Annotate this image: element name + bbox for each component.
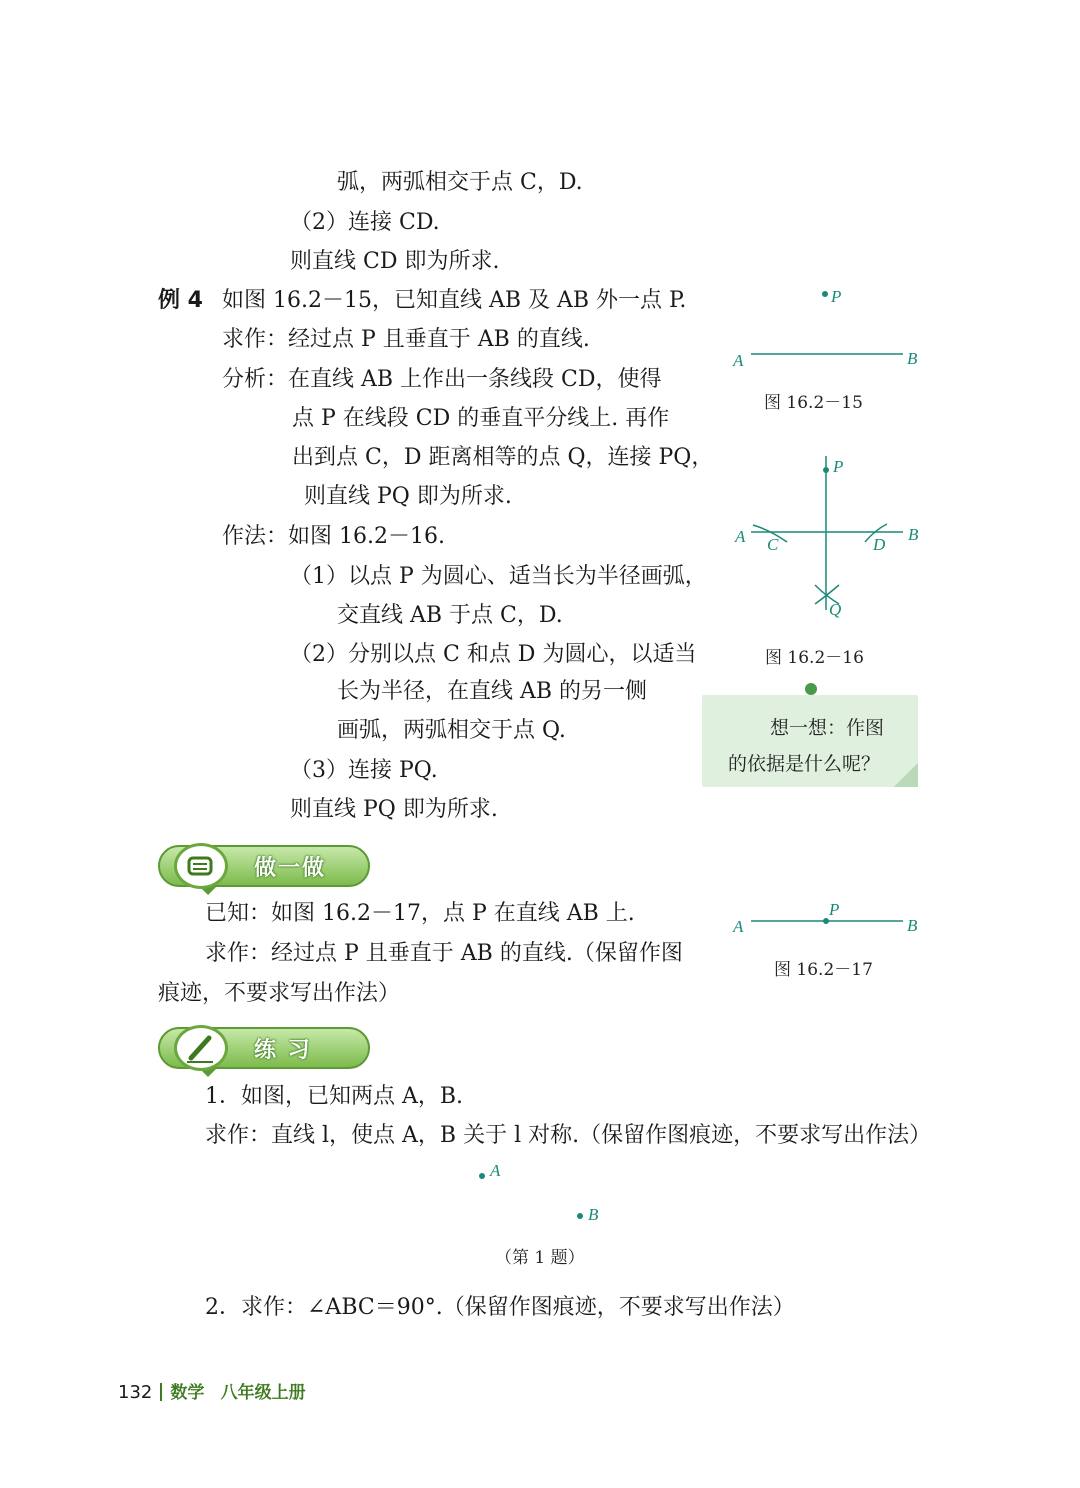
page-number: 132 [118, 1382, 153, 1403]
text-line: 1．如图，已知两点 A，B. [205, 1084, 464, 1109]
text-line: 则直线 CD 即为所求. [290, 249, 500, 274]
text-line: 点 P 在线段 CD 的垂直平分线上. 再作 [292, 406, 670, 431]
label-d: D [873, 535, 886, 554]
label-p: P [829, 900, 840, 919]
pin-icon [805, 683, 817, 695]
think-note [702, 695, 918, 787]
label-b: B [907, 349, 918, 368]
text-line: 如图 16.2－15，已知直线 AB 及 AB 外一点 P. [222, 288, 687, 313]
text-line: （3）连接 PQ. [290, 758, 438, 783]
label-a: A [733, 351, 744, 370]
badge-title: 做一做 [254, 856, 327, 881]
figure-caption: 图 16.2－15 [764, 393, 863, 413]
point-b [577, 1213, 583, 1219]
text-line: 则直线 PQ 即为所求. [290, 797, 498, 822]
text-line: 交直线 AB 于点 C，D. [337, 603, 563, 628]
note-line: 的依据是什么呢？ [728, 753, 881, 775]
text-line: 求作：经过点 P 且垂直于 AB 的直线. [222, 327, 590, 352]
point-p [823, 467, 829, 473]
practice-badge [158, 1027, 370, 1077]
text-line: 求作：直线 l，使点 A，B 关于 l 对称.（保留作图痕迹，不要求写出作法） [205, 1123, 932, 1148]
label-b: B [588, 1205, 599, 1224]
hand-icon [174, 843, 228, 889]
figure-16-2-16 [725, 450, 925, 625]
page-footer [118, 1378, 306, 1403]
text-line: 画弧，两弧相交于点 Q. [337, 718, 566, 743]
figure-16-2-17 [725, 895, 925, 940]
label-c: C [767, 535, 779, 554]
label-q: Q [829, 600, 842, 619]
footer-subject: 数学 [170, 1383, 205, 1403]
text-line: （2）连接 CD. [290, 210, 440, 235]
exercise-1-figure [470, 1158, 620, 1228]
footer-divider [160, 1383, 162, 1401]
note-line: 想一想：作图 [770, 717, 885, 739]
figure-16-2-15 [725, 280, 925, 380]
point-a [479, 1173, 485, 1179]
text-line: 2．求作：∠ABC＝90°.（保留作图痕迹，不要求写出作法） [205, 1295, 795, 1320]
point-p [822, 291, 828, 297]
text-line: （1）以点 P 为圆心、适当长为半径画弧， [290, 564, 707, 589]
figure-caption: 图 16.2－16 [765, 648, 864, 668]
text-line: 弧，两弧相交于点 C，D. [337, 170, 583, 195]
text-line: 分析：在直线 AB 上作出一条线段 CD，使得 [222, 367, 662, 392]
text-line: 出到点 C，D 距离相等的点 Q，连接 PQ， [292, 445, 714, 470]
pencil-icon [174, 1025, 228, 1071]
label-p: P [831, 287, 842, 306]
label-p: P [833, 457, 844, 476]
label-a: A [735, 527, 746, 546]
text-line: 作法：如图 16.2－16. [222, 524, 445, 549]
example-label: 例 4 [158, 288, 203, 313]
footer-grade: 八年级上册 [220, 1383, 306, 1403]
figure-caption: （第 1 题） [495, 1248, 585, 1268]
text-line: 痕迹，不要求写出作法） [158, 981, 401, 1006]
text-line: 则直线 PQ 即为所求. [304, 484, 512, 509]
badge-title: 练 习 [254, 1038, 312, 1063]
label-b: B [908, 525, 919, 544]
note-fold [894, 763, 918, 787]
label-a: A [490, 1161, 501, 1180]
text-line: 长为半径，在直线 AB 的另一侧 [337, 679, 648, 704]
label-b: B [907, 916, 918, 935]
figure-caption: 图 16.2－17 [774, 960, 873, 980]
label-a: A [733, 917, 744, 936]
text-line: （2）分别以点 C 和点 D 为圆心，以适当 [290, 642, 697, 667]
text-line: 求作：经过点 P 且垂直于 AB 的直线.（保留作图 [205, 941, 683, 966]
text-line: 已知：如图 16.2－17，点 P 在直线 AB 上. [205, 901, 635, 926]
do-it-badge [158, 845, 370, 895]
